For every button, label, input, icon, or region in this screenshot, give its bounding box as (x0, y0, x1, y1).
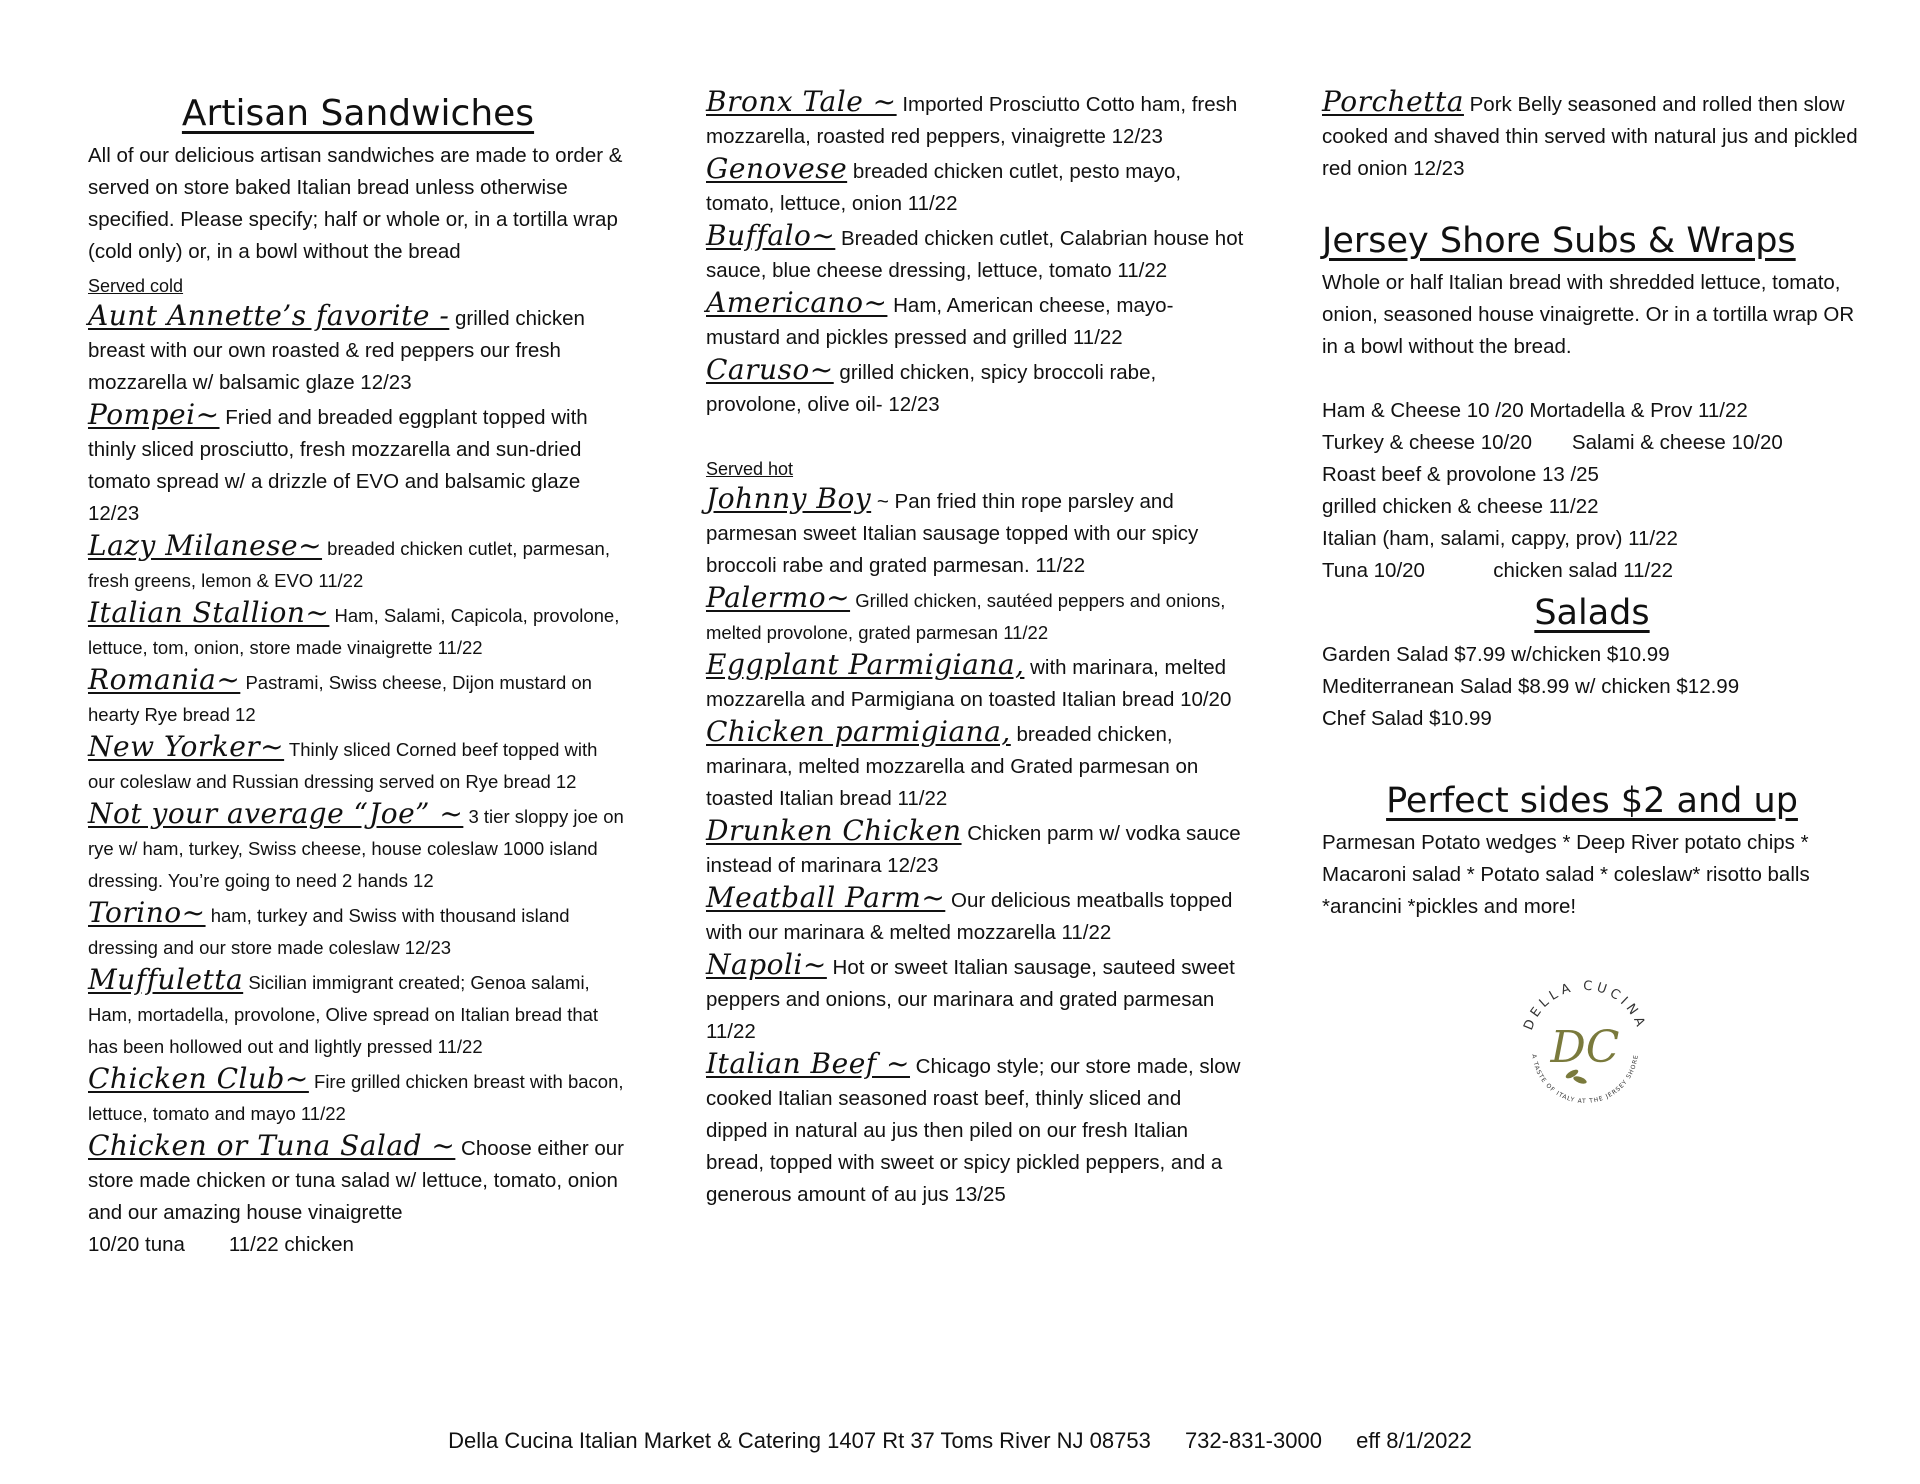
item-name: Buffalo~ (706, 219, 836, 252)
subs-title: Jersey Shore Subs & Wraps (1322, 221, 1796, 261)
item-desc: Imported Prosciutto Cotto ham, fresh mozzarella, roasted red peppers, vinaigrette 12/23 (706, 93, 1238, 148)
menu-item (88, 300, 628, 399)
footer-phone: 732-831-3000 (1184, 1428, 1322, 1453)
artisan-title: Artisan Sandwiches (181, 93, 535, 134)
item-desc: with marinara, melted mozzarella and Parmigiana on toasted Italian bread 10/20 (706, 656, 1232, 711)
menu-item (88, 664, 628, 731)
sides-title: Perfect sides $2 and up (1386, 781, 1798, 821)
menu-item (88, 1063, 628, 1130)
column-sandwiches-2 (706, 86, 1246, 1211)
item-name: Italian Stallion~ (88, 596, 330, 629)
item-desc: Chicago style; our store made, slow cooked Italian seasoned roast beef, thinly sliced and dipped in natural au jus then piled on our fresh Italian bread, topped with sweet or spicy pickled peppers, and a generous amount of au jus 13/25 (706, 1055, 1241, 1206)
menu-item (706, 582, 1246, 649)
item-desc: Thinly sliced Corned beef topped with our coleslaw and Russian dressing served on Rye bread 12 (88, 739, 598, 792)
item-name: Caruso~ (706, 353, 834, 386)
item-name: Muffuletta (88, 963, 244, 996)
item-name: Lazy Milanese~ (88, 529, 323, 562)
menu-item (706, 815, 1246, 882)
salad-line: Chef Salad $10.99 (1322, 707, 1492, 730)
logo-bottom-text: A TASTE OF ITALY AT THE JERSEY SHORE (1530, 1053, 1640, 1106)
menu-item (706, 153, 1246, 220)
menu-item (706, 86, 1246, 153)
menu-item (706, 1048, 1246, 1211)
item-name: Chicken Club~ (88, 1062, 309, 1095)
item-desc: Choose either our store made chicken or tuna salad w/ lettuce, tomato, onion and our amazing house vinaigrette (88, 1137, 625, 1224)
item-desc: Breaded chicken cutlet, Calabrian house hot sauce, blue cheese dressing, lettuce, tomato 11/22 (706, 227, 1244, 282)
item-name: Johnny Boy (706, 482, 872, 515)
item-name: Palermo~ (706, 581, 851, 614)
item-desc: Fried and breaded eggplant topped with thinly sliced prosciutto, fresh mozzarella and sun-dried tomato spread w/ a drizzle of EVO and balsamic glaze 12/23 (88, 406, 588, 525)
menu-item (88, 399, 628, 530)
menu-item (706, 354, 1246, 421)
item-name: New Yorker~ (88, 730, 285, 763)
item-desc: Ham, American cheese, mayo-mustard and pickles pressed and grilled 11/22 (706, 294, 1174, 349)
served-cold-label: Served cold (88, 276, 184, 296)
item-desc: Pastrami, Swiss cheese, Dijon mustard on hearty Rye bread 12 (88, 672, 592, 725)
item-name: Bronx Tale ~ (706, 85, 897, 118)
item-desc: Hot or sweet Italian sausage, sauteed sweet peppers and onions, our marinara and grated parmesan 11/22 (706, 956, 1235, 1043)
item-desc: Pork Belly seasoned and rolled then slow cooked and shaved thin served with natural jus and pickled red onion 12/23 (1322, 93, 1858, 180)
served-hot-label: Served hot (706, 459, 794, 479)
menu-item (706, 649, 1246, 716)
column-artisan (88, 88, 628, 1261)
item-desc: Chicken parm w/ vodka sauce instead of marinara 12/23 (706, 822, 1241, 877)
menu-item (706, 716, 1246, 815)
item-name: Eggplant Parmigiana, (706, 648, 1025, 681)
item-name: Porchetta (1322, 85, 1464, 118)
menu-item (88, 964, 628, 1063)
salads-title: Salads (1534, 593, 1650, 633)
item-name: Americano~ (706, 286, 888, 319)
menu-item (706, 483, 1246, 582)
menu-item (88, 798, 628, 897)
salad-line: Mediterranean Salad $8.99 w/ chicken $12.99 (1322, 675, 1740, 698)
menu-item (88, 897, 628, 964)
item-name: Not your average “Joe” ~ (88, 797, 464, 830)
salad-line: Garden Salad $7.99 w/chicken $10.99 (1322, 643, 1670, 666)
item-name: Pompei~ (88, 398, 220, 431)
subs-intro: Whole or half Italian bread with shredded lettuce, tomato, onion, seasoned house vinaigrette. Or in a tortilla wrap OR in a bowl without the bread. (1322, 271, 1855, 358)
subs-line: Tuna 10/20 chicken salad 11/22 (1322, 559, 1673, 582)
item-name: Aunt Annette’s favorite - (88, 299, 450, 332)
footer-effective: eff 8/1/2022 (1356, 1428, 1472, 1453)
artisan-intro: All of our delicious artisan sandwiches are made to order & served on store baked Italian bread unless otherwise specified. Please specify; half or whole or, in a tortilla wrap (cold only) or, in a bowl without the bread (88, 144, 623, 263)
della-cucina-logo (1510, 970, 1660, 1120)
menu-item (706, 287, 1246, 354)
item-name: Romania~ (88, 663, 241, 696)
sides-text: Parmesan Potato wedges * Deep River potato chips * Macaroni salad * Potato salad * coleslaw* risotto balls *arancini *pickles and more! (1322, 831, 1810, 918)
item-desc: breaded chicken cutlet, pesto mayo, tomato, lettuce, onion 11/22 (706, 160, 1182, 215)
menu-item (706, 949, 1246, 1048)
subs-line: Italian (ham, salami, cappy, prov) 11/22 (1322, 527, 1678, 550)
item-name: Napoli~ (706, 948, 827, 981)
menu-item (706, 882, 1246, 949)
menu-item (706, 220, 1246, 287)
chicken-price: 11/22 chicken (228, 1233, 354, 1256)
item-desc: breaded chicken cutlet, parmesan, fresh greens, lemon & EVO 11/22 (88, 538, 610, 591)
item-name: Genovese (706, 152, 848, 185)
item-name: Chicken or Tuna Salad ~ (88, 1129, 456, 1162)
item-name: Italian Beef ~ (706, 1047, 910, 1080)
subs-line: Turkey & cheese 10/20 Salami & cheese 10/20 (1322, 431, 1783, 454)
item-desc: ~ Pan fried thin rope parsley and parmesan sweet Italian sausage topped with our spicy broccoli rabe and grated parmesan. 11/22 (706, 490, 1199, 577)
item-desc: Our delicious meatballs topped with our marinara & melted mozzarella 11/22 (706, 889, 1233, 944)
item-desc: breaded chicken, marinara, melted mozzarella and Grated parmesan on toasted Italian bread 11/22 (706, 723, 1199, 810)
item-desc: grilled chicken breast with our own roasted & red peppers our fresh mozzarella w/ balsamic glaze 12/23 (88, 307, 585, 394)
item-desc: Fire grilled chicken breast with bacon, lettuce, tomato and mayo 11/22 (88, 1071, 624, 1124)
item-name: Drunken Chicken (706, 814, 962, 847)
item-name: Meatball Parm~ (706, 881, 946, 914)
logo-top-text: DELLA CUCINA (1521, 978, 1649, 1033)
menu-item (88, 731, 628, 798)
item-name: Torino~ (88, 896, 206, 929)
menu-item (88, 597, 628, 664)
item-desc: Sicilian immigrant created; Genoa salami, Ham, mortadella, provolone, Olive spread on Italian bread that has been hollowed out and lightly pressed 11/22 (88, 972, 599, 1057)
tuna-price: 10/20 tuna (88, 1233, 185, 1256)
subs-line: grilled chicken & cheese 11/22 (1322, 495, 1599, 518)
menu-item (88, 530, 628, 597)
item-name: Chicken parmigiana, (706, 715, 1011, 748)
menu-item (88, 1130, 628, 1229)
column-subs-salads (1322, 86, 1862, 923)
item-desc: Ham, Salami, Capicola, provolone, lettuce, tom, onion, store made vinaigrette 11/22 (88, 605, 620, 658)
item-desc: ham, turkey and Swiss with thousand island dressing and our store made coleslaw 12/23 (88, 905, 570, 958)
subs-line: Ham & Cheese 10 /20 Mortadella & Prov 11/22 (1322, 399, 1748, 422)
item-desc: grilled chicken, spicy broccoli rabe, provolone, olive oil- 12/23 (706, 361, 1157, 416)
item-desc: Grilled chicken, sautéed peppers and onions, melted provolone, grated parmesan 11/22 (706, 590, 1226, 643)
subs-line: Roast beef & provolone 13 /25 (1322, 463, 1599, 486)
item-desc: 3 tier sloppy joe on rye w/ ham, turkey, Swiss cheese, house coleslaw 1000 island dressing. You’re going to need 2 hands 12 (88, 806, 624, 891)
menu-item (1322, 86, 1862, 185)
footer (0, 1428, 1920, 1454)
logo-monogram: DC (1550, 1022, 1620, 1073)
tuna-chicken-prices (88, 1229, 628, 1261)
footer-address: Della Cucina Italian Market & Catering 1407 Rt 37 Toms River NJ 08753 (448, 1428, 1151, 1453)
